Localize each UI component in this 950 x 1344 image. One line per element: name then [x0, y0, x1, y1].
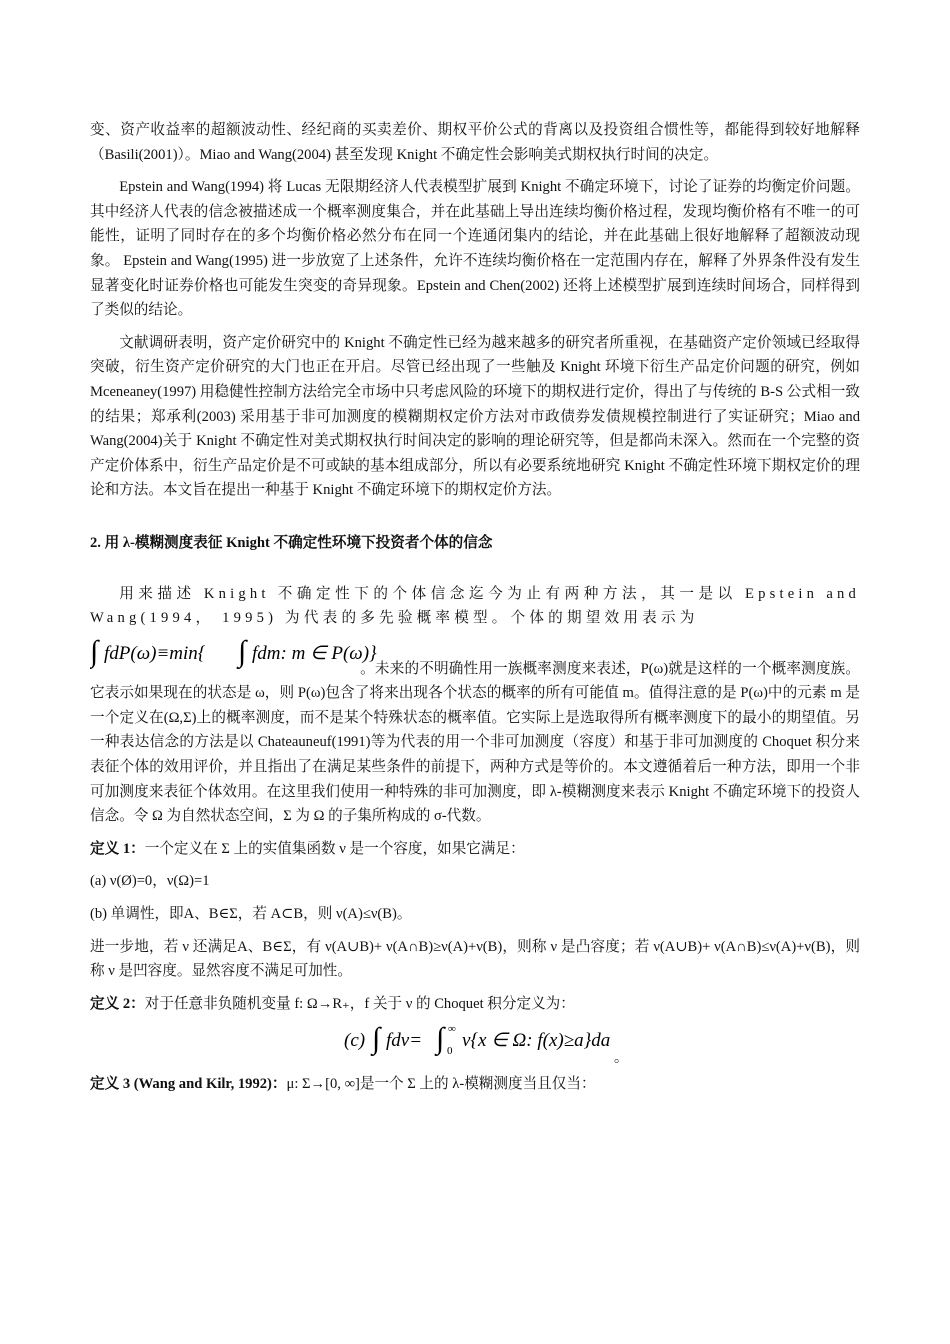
formula-2-end: 。 [614, 1051, 628, 1067]
formula-2-prefix: (c) [344, 1030, 366, 1052]
choquet-integral-formula [90, 1020, 860, 1066]
svg-text:∫: ∫ [90, 634, 99, 668]
definition-1-item-a: (a) ν(Ø)=0，ν(Ω)=1 [90, 873, 210, 890]
definition-1 [90, 837, 860, 862]
definition-1-text: 一个定义在 Σ 上的实值集函数 ν 是一个容度，如果它满足： [144, 840, 525, 857]
formula-1-rhs: fdm: m ∈ P(ω)} [252, 642, 377, 664]
definition-3-text: μ: Σ→[0, ∞]是一个 Σ 上的 λ-模糊测度当且仅当： [286, 1076, 596, 1093]
definition-3 [90, 1072, 860, 1097]
formula-1-lhs: fdP(ω)≡min{ [104, 642, 206, 664]
definition-2 [90, 992, 860, 1017]
paper-page [90, 118, 860, 1105]
paragraph-1: 变、资产收益率的超额波动性、经纪商的买卖差价、期权平价公式的背离以及投资组合惯性等，都能得到较好地解释（Basili(2001)）。Miao and Wang(2004) 甚至发现 Knight 不确定性会影响美式期权执行时间的决定。 [90, 122, 860, 163]
definition-2-text: 对于任意非负随机变量 f: Ω→R₊，f 关于 ν 的 Choquet 积分定义为： [144, 995, 575, 1012]
definition-1-label: 定义 1： [90, 840, 145, 857]
paragraph-4-intro: 用来描述 Knight 不确定性下的个体信念迄今为止有两种方法，其一是以 Epstein and Wang(1994， 1995) 为代表的多先验概率模型。个体的期望效用表示为 [90, 585, 860, 627]
definition-3-label: 定义 3 (Wang and Kilr, 1992)： [90, 1076, 287, 1093]
paragraph-2: Epstein and Wang(1994) 将 Lucas 无限期经济人代表模型扩展到 Knight 不确定环境下，讨论了证券的均衡定价问题。其中经济人代表的信念被描述成一个概率测度集合，并在此基础上导出连续均衡价格过程，发现均衡价格有不唯一的可能性，证明了同时存在的多个均衡价格必然分布在同一个连通闭集内的结论，并在此基础上很好地解释了超额波动现象。 Epstein and Wang(1995) 进一步放宽了上述条件，允许不连续均衡价格在一定范围内存在，解释了外界条件没有发生显著变化时证券价格也可能发生突变的奇异现象。Epstein and Chen(2002) 还将上述模型扩展到连续时间场合，同样得到了类似的结论。 [90, 179, 860, 319]
svg-text:∫: ∫ [436, 1022, 445, 1056]
svg-text:∫: ∫ [238, 634, 247, 668]
paragraph-4-text: 。未来的不明确性用一族概率测度来表述，P(ω)就是这样的一个概率测度族。它表示如果现在的状态是 ω，则 P(ω)包含了将来出现各个状态的概率的所有可能值 m。值得注意的是 P(ω)中的元素 m 是一个定义在(Ω,Σ)上的概率测度，而不是某个特殊状态的概率值。它实际上是选取得所有概率测度下的最小的期望值。另一种表达信念的方法是以 Chateauneuf(1991)等为代表的用一个非可加测度（容度）和基于非可加测度的 Choquet 积分来表征个体的效用评价，并且指出了在满足某些条件的前提下，两种方式是等价的。本文遵循着后一种方法，即用一个非可加测度来表征个体效用。在这里我们使用一种特殊的非可加测度，即 λ-模糊测度来表示 Knight 不确定环境下的投资人信念。令 Ω 为自然状态空间，Σ 为 Ω 的子集所构成的 σ-代数。 [90, 660, 860, 825]
formula-2-mid: fdν= [386, 1030, 423, 1052]
definition-1-further: 进一步地，若 ν 还满足A、B∈Σ，有 ν(A∪B)+ ν(A∩B)≥ν(A)+ν(B)，则称 ν 是凸容度；若 ν(A∪B)+ ν(A∩B)≤ν(A)+ν(B)，则称 ν 是凹容度。显然容度不满足可加性。 [90, 938, 860, 980]
svg-text:∫: ∫ [372, 1022, 381, 1056]
section-heading: 2. 用 λ-模糊测度表征 Knight 不确定性环境下投资者个体的信念 [90, 534, 493, 551]
formula-2-upper-limit: ∞ [448, 1023, 456, 1036]
formula-2-lower-limit: 0 [447, 1045, 453, 1058]
paragraph-4-body [90, 657, 860, 829]
definition-1-item-b: (b) 单调性，即A、B∈Σ，若 A⊂B，则 ν(A)≤ν(B)。 [90, 906, 412, 923]
formula-2-rhs: ν{x ∈ Ω: f(x)≥a}da [462, 1030, 611, 1052]
paragraph-3: 文献调研表明，资产定价研究中的 Knight 不确定性已经为越来越多的研究者所重视，在基础资产定价领域已经取得突破，衍生资产定价研究的大门也正在开启。尽管已经出现了一些触及 Knight 环境下衍生产品定价问题的研究，例如 Mceneaney(1997) 用稳健性控制方法给完全市场中只考虑风险的环境下的期权进行定价，得出了与传统的 B-S 公式相一致的结果；郑承利(2003) 采用基于非可加测度的模糊期权定价方法对市政债券发债规模控制进行了实证研究；Miao and Wang(2004)关于 Knight 不确定性对美式期权执行时间决定的影响的理论研究等，但是都尚未深入。然而在一个完整的资产定价体系中，衍生产品定价是不可或缺的基本组成部分，所以有必要系统地研究 Knight 不确定性环境下期权定价的理论和方法。本文旨在提出一种基于 Knight 不确定环境下的期权定价方法。 [90, 334, 860, 499]
definition-2-label: 定义 2： [90, 995, 145, 1012]
